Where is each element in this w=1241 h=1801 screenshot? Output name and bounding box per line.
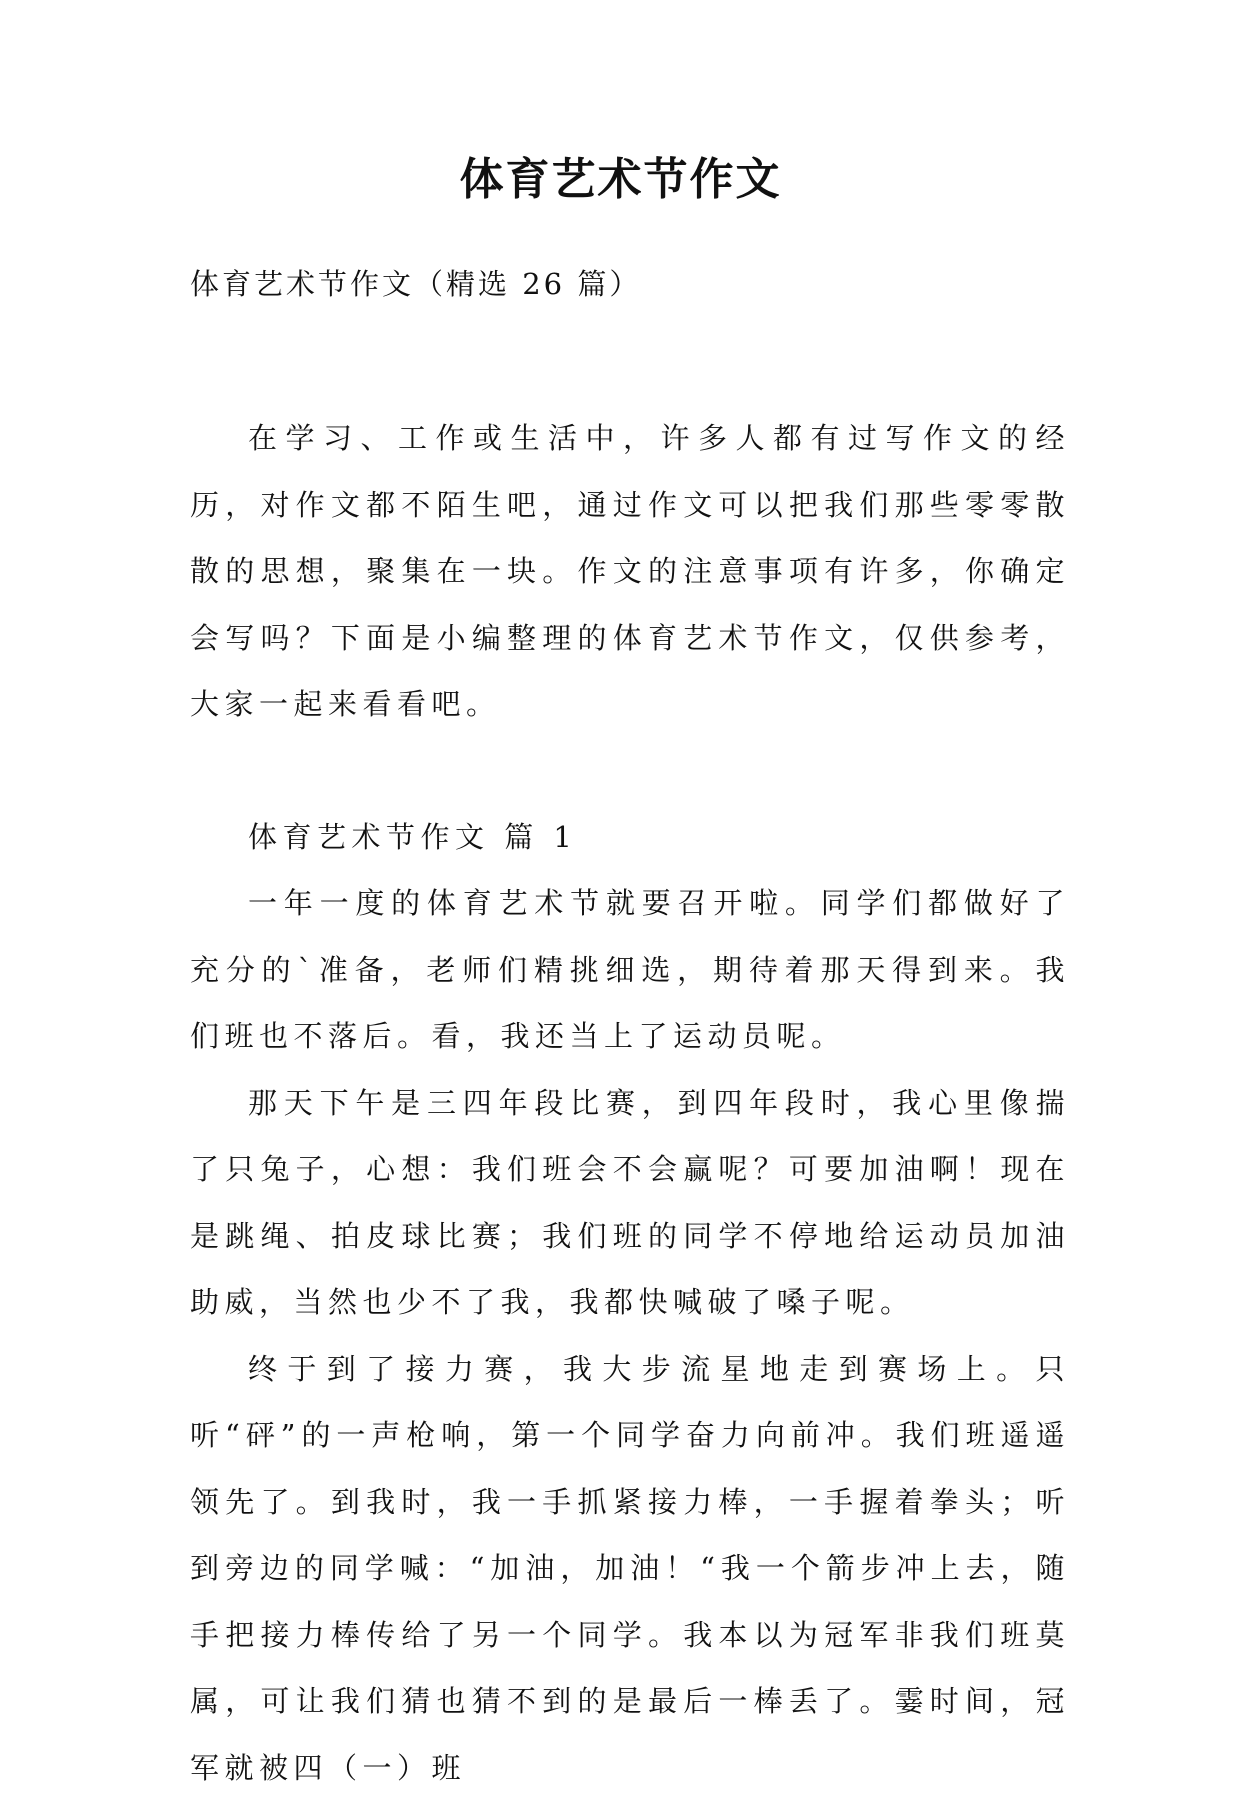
body-paragraph-3: 终于到了接力赛，我大步流星地走到赛场上。只听“砰”的一声枪响，第一个同学奋力向前冲。我们班遥遥领先了。到我时，我一手抓紧接力棒，一手握着拳头；听到旁边的同学喊：“加油，加油！“我一个箭步冲上去，随手把接力棒传给了另一个同学。我本以为冠军非我们班莫属，可让我们猜也猜不到的是最后一棒丢了。霎时间，冠军就被四（一）班 xyxy=(190,1336,1070,1801)
document-title: 体育艺术节作文 xyxy=(0,150,1241,210)
intro-paragraph: 在学习、工作或生活中，许多人都有过写作文的经历，对作文都不陌生吧，通过作文可以把我们那些零零散散的思想，聚集在一块。作文的注意事项有许多，你确定会写吗？下面是小编整理的体育艺术节作文，仅供参考，大家一起来看看吧。 xyxy=(190,405,1070,738)
section-heading: 体育艺术节作文 篇 1 xyxy=(190,804,1070,871)
body-paragraph-1: 一年一度的体育艺术节就要召开啦。同学们都做好了充分的`准备，老师们精挑细选，期待着那天得到来。我们班也不落后。看，我还当上了运动员呢。 xyxy=(190,870,1070,1070)
document-subtitle: 体育艺术节作文（精选 26 篇） xyxy=(190,262,641,306)
body-paragraph-2: 那天下午是三四年段比赛，到四年段时，我心里像揣了只兔子，心想：我们班会不会赢呢？可要加油啊！现在是跳绳、拍皮球比赛；我们班的同学不停地给运动员加油助威，当然也少不了我，我都快喊破了嗓子呢。 xyxy=(190,1070,1070,1336)
document-body xyxy=(190,405,1070,1801)
paragraph-gap xyxy=(190,738,1070,804)
